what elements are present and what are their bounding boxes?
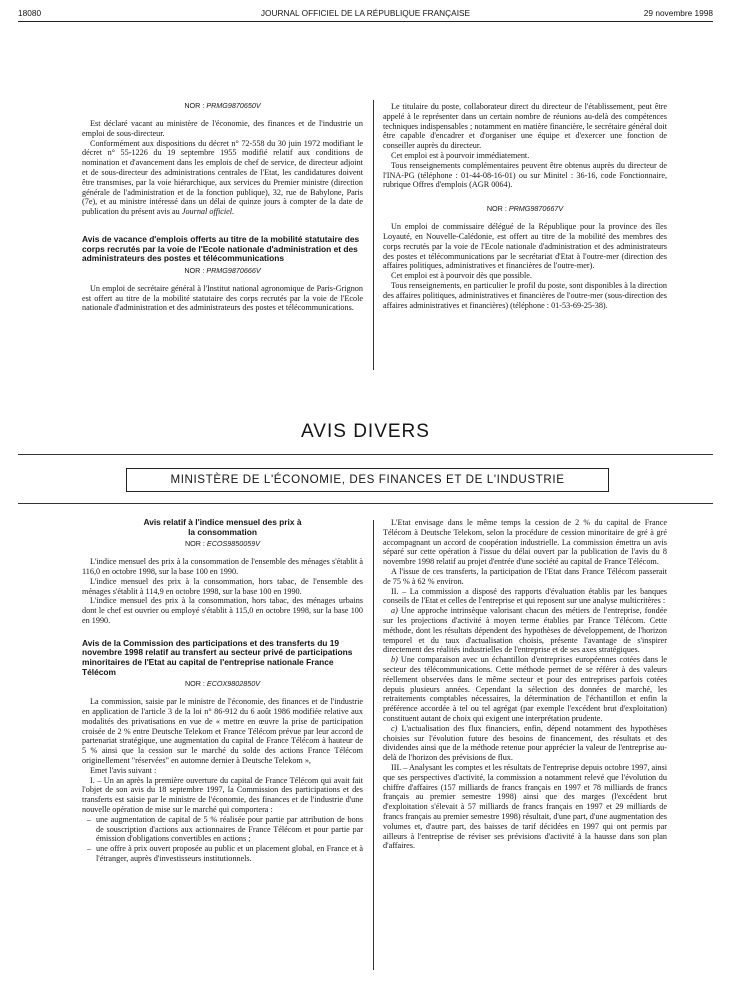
top-right-column bbox=[383, 102, 667, 310]
nor-reference: NOR : PRMG9870667V bbox=[486, 204, 564, 214]
section-rule bbox=[18, 454, 713, 455]
column-rule-bottom bbox=[373, 520, 374, 970]
paragraph: I. – Un an après la première ouverture du capital de France Télécom qui avait fait l'objet de son avis du 18 septembre 1997, la Commission des participations et des transferts est saisie par le ministre de l'économie, des finances et de l'industrie d'une nouvelle opération de mise sur le marché qui comportera : bbox=[82, 775, 363, 814]
nor-reference: NOR : ECOX9802850V bbox=[184, 679, 261, 689]
paragraph: III. – Analysant les comptes et les résultats de l'entreprise depuis octobre 1997, ainsi que ses perspectives d'activité, la commission a notamment relevé que l'évolution du chiffre d'affaires (157 milliards de francs français en 1997 et 78 milliards de francs français au premier semestre 1998) ainsi que des marges (l'excédent brut d'exploitation s'élevait à 57 milliards de francs français en 1997 et 29 milliards de francs français au premier semestre 1998) résultait, d'une part, d'une augmentation des volumes et, d'autre part, des baisses de tarif décidées en 1997 qui ont permis par ailleurs à l'entreprise de réviser ses prévisions d'activité à la hausse dans son plan d'affaires. bbox=[383, 762, 667, 851]
paragraph: Est déclaré vacant au ministère de l'économie, des finances et de l'industrie un emploi de sous-directeur. bbox=[82, 119, 363, 138]
section-rule bbox=[18, 503, 713, 504]
paragraph: Emet l'avis suivant : bbox=[90, 765, 157, 775]
issue-date: 29 novembre 1998 bbox=[643, 8, 713, 18]
notice-title: Avis de vacance d'emplois offerts au titre de la mobilité statutaire des corps recrutés par la voie de l'Ecole nationale d'administration et des administrateurs des postes et télécommunications bbox=[82, 233, 360, 264]
list-item: – une augmentation de capital de 5 % réalisée pour partie par attribution de bons de souscription d'actions aux actionnaires de France Télécom et pour partie par émission d'obligations convertibles en actions ; bbox=[96, 815, 363, 844]
paragraph: L'indice mensuel des prix à la consommation de l'ensemble des ménages s'établit à 116,0 en octobre 1998, sur la base 100 en 1990. bbox=[82, 557, 363, 576]
header-rule bbox=[18, 21, 713, 22]
top-left-column bbox=[82, 101, 363, 313]
paragraph: Le titulaire du poste, collaborateur direct du directeur de l'établissement, peut être appelé à le représenter dans un certain nombre de réunions au-delà des compétences techniques indispensables ; notamment en matière financière, le secrétaire général doit être capable d'encadrer et d'organiser une équipe et d'exercer une fonction de conseiller auprès du directeur. bbox=[383, 102, 667, 151]
column-rule-top bbox=[373, 100, 374, 370]
nor-reference: NOR : PRMG9870666V bbox=[184, 265, 261, 275]
bottom-right-column bbox=[383, 518, 667, 851]
section-title: AVIS DIVERS bbox=[301, 421, 430, 442]
nor-reference: NOR : ECOS9850059V bbox=[184, 539, 261, 549]
bottom-left-column bbox=[82, 518, 363, 864]
paragraph: b) Une comparaison avec un échantillon d'entreprises européennes cotées dans le secteur des télécommunications. Cette méthode permet de se référer à des valeurs réellement observées dans le même secteur et pour des entreprises parfois cotées depuis plusieurs années. Cependant la sélection des données de marché, les retraitements comptables nécessaires, la détermination de l'échantillon et enfin la préférence accordée à tel ou tel agrégat (par exemple l'excédent brut d'exploitation) constituent autant de choix qui exigent une interprétation prudente. bbox=[383, 655, 668, 723]
list-item: – une offre à prix ouvert proposée au public et un placement global, en France et à l'étranger, auprès d'investisseurs institutionnels. bbox=[96, 844, 363, 864]
paragraph: L'Etat envisage dans le même temps la cession de 2 % du capital de France Télécom à Deutsche Telekom, selon la procédure de cession minoritaire de gré à gré accompagnant un accord de coopération industrielle. La commission émettra un avis séparé sur cette opération à l'issue du délai ouvert par la publication de l'avis du 8 novembre 1998 relatif au projet d'entrée d'une société au capital de France Télécom. bbox=[383, 518, 667, 567]
paragraph: L'indice mensuel des prix à la consommation, hors tabac, de l'ensemble des ménages s'établit à 114,9 en octobre 1998, sur la base 100 en 1990. bbox=[82, 576, 363, 596]
paragraph: A l'issue de ces transferts, la participation de l'Etat dans France Télécom passerait de 75 % à 62 % environ. bbox=[383, 566, 667, 586]
notice-title: Avis de la Commission des participations et des transferts du 19 novembre 1998 relatif au transfert au secteur privé de participations minoritaires de l'Etat au capital de l'entreprise nationale France Télécom bbox=[82, 637, 353, 677]
nor-reference: NOR : PRMG9870650V bbox=[184, 101, 261, 110]
paragraph: La commission, saisie par le ministre de l'économie, des finances et de l'industrie en application de l'article 3 de la loi n° 86-912 du 6 août 1986 modifiée relative aux modalités des privatisations en vue de « mettre en œuvre la prise de participation croisée de 2 % entre Deutsche Telekom et France Télécom prévue par leur accord de partenariat stratégique, une augmentation du capital de France Télécom à hauteur de 5 % ainsi que la cession sur le marché du solde des actions France Télécom originellement "réservées" en automne dernier à Deutsche Telekom », bbox=[82, 697, 363, 765]
paragraph: II. – La commission a disposé des rapports d'évaluation établis par les banques conseils de l'Etat et celles de l'entreprise et qui reposent sur une analyse multicritères : bbox=[383, 586, 667, 606]
page-number: 18080 bbox=[18, 8, 42, 18]
paragraph: Un emploi de commissaire délégué de la République pour la province des îles Loyauté, en Nouvelle-Calédonie, est offert au titre de la mobilité des membres des corps recrutés par la voie de l'Ecole nationale d'administration et des administrateurs des postes et télécommunications par le secrétariat d'Etat à l'outre-mer (direction des affaires politiques, administratives et financières de l'outre-mer). bbox=[383, 222, 667, 271]
paragraph: Tous renseignements complémentaires peuvent être obtenus auprès du directeur de l'INA-PG (téléphone : 01-44-08-16-01) ou sur Minitel : 36-16, code Fonctionnaire, rubrique Offres d'emplois (AGR 0064). bbox=[383, 160, 667, 190]
paragraph: Un emploi de secrétaire général à l'Institut national agronomique de Paris-Grignon est offert au titre de la mobilité statutaire des corps recrutés par la voie de l'Ecole nationale d'administration et des administrateurs des postes et télécommunications. bbox=[82, 283, 363, 313]
ministry-banner: MINISTÈRE DE L'ÉCONOMIE, DES FINANCES ET DE L'INDUSTRIE bbox=[126, 468, 609, 492]
paragraph: Cet emploi est à pourvoir immédiatement. bbox=[391, 150, 530, 160]
paragraph: Conformément aux dispositions du décret n° 72-558 du 30 juin 1972 modifiant le décret n° 55-1226 du 19 septembre 1955 modifié relatif aux conditions de nomination et d'avancement dans les emplois de chef de service, de directeur adjoint et de sous-directeur des administrations centrales de l'Etat, les candidatures doivent être transmises, par la voie hiérarchique, aux services du Premier ministre (direction générale de l'administration et de la fonction publique), 32, rue de Babylone, Paris (7e), et au ministre intéressé dans un délai de quinze jours à compter de la date de publication du présent avis au Journal officiel. bbox=[82, 138, 363, 217]
notice-title: Avis relatif à l'indice mensuel des prix à la consommation bbox=[143, 517, 302, 537]
paragraph: a) Une approche intrinsèque valorisant chacun des métiers de l'entreprise, fondée sur les projections d'activité à moyen terme établies par France Télécom. Cette méthode, dont les résultats dépendent des hypothèses de développement, de l'horizon temporel et du taux d'actualisation choisis, présente l'avantage de s'inspirer directement des réalités industrielles de l'entreprise et de ses axes stratégiques. bbox=[383, 606, 667, 655]
journal-title: JOURNAL OFFICIEL DE LA RÉPUBLIQUE FRANÇAISE bbox=[260, 8, 471, 18]
paragraph: L'indice mensuel des prix à la consommation, hors tabac, des ménages urbains dont le chef est ouvrier ou employé s'établit à 115,0 en octobre 1998, sur la base 100 en 1990. bbox=[82, 596, 363, 625]
paragraph: Tous renseignements, en particulier le profil du poste, sont disponibles à la direction des affaires politiques, administratives et financières de l'outre-mer (sous-direction des affaires administratives et financières) (téléphone : 01-53-69-25-38). bbox=[383, 280, 667, 310]
paragraph: Cet emploi est à pourvoir dès que possible. bbox=[391, 271, 532, 281]
running-header bbox=[18, 8, 713, 22]
paragraph: c) L'actualisation des flux financiers, enfin, dépend notamment des hypothèses choisies sur l'évolution future des besoins de financement, des résultats et des dividendes ainsi que de la méthode retenue pour apprécier la valeur de l'entreprise au-delà de l'horizon des prévisions de flux. bbox=[383, 723, 667, 763]
bullet-list bbox=[82, 815, 363, 864]
